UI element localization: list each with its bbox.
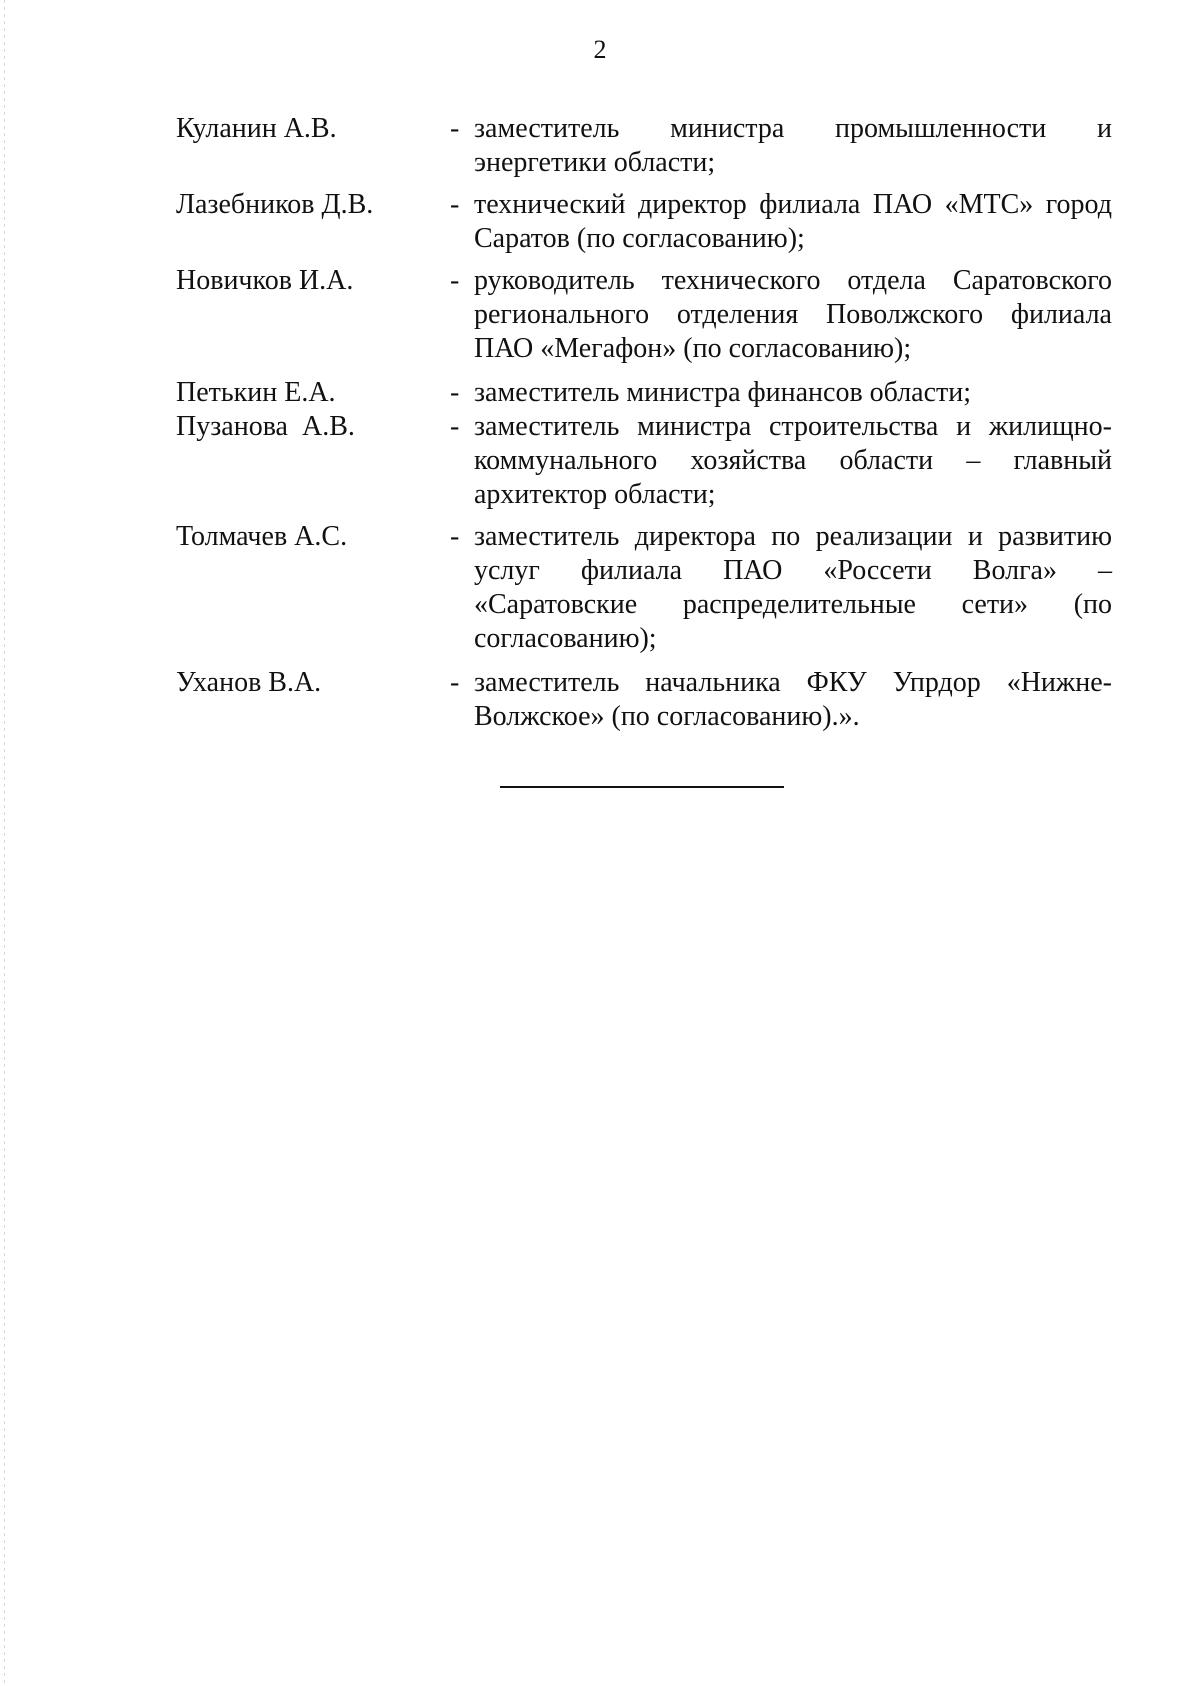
member-role: заместитель министра промышленности и энергетики области; <box>474 113 1112 178</box>
member-dash: - <box>450 113 460 144</box>
member-role: технический директор филиала ПАО «МТС» город Саратов (по согласованию); <box>474 189 1112 254</box>
member-dash: - <box>450 667 460 698</box>
member-dash: - <box>450 521 460 552</box>
member-entry <box>176 112 1112 180</box>
end-of-document-rule <box>500 786 784 788</box>
member-name: Уханов В.А. <box>176 667 322 698</box>
member-name: Петькин Е.А. <box>176 377 336 408</box>
member-name: Куланин А.В. <box>176 113 337 144</box>
member-entry <box>176 264 1112 366</box>
member-dash: - <box>450 189 460 220</box>
member-role: заместитель директора по реализации и развитию услуг филиала ПАО «Россети Волга» – «Саратовские распределительные сети» (по согласованию); <box>474 521 1112 654</box>
member-name: Лазебников Д.В. <box>176 189 374 220</box>
member-role: руководитель технического отдела Саратовского регионального отделения Поволжского филиала ПАО «Мегафон» (по согласованию); <box>474 265 1112 364</box>
member-name: Толмачев А.С. <box>176 521 348 552</box>
member-role: заместитель начальника ФКУ Упрдор «Нижне-Волжское» (по согласованию).». <box>474 667 1112 732</box>
page-number: 2 <box>593 35 607 64</box>
member-role: заместитель министра строительства и жилищно-коммунального хозяйства области – главный архитектор области; <box>474 411 1112 510</box>
member-dash: - <box>450 265 460 296</box>
member-dash: - <box>450 411 460 442</box>
member-entry <box>176 410 1112 512</box>
member-entry <box>176 666 1112 734</box>
scan-edge-decoration <box>4 0 5 1686</box>
member-role: заместитель министра финансов области; <box>474 377 972 408</box>
member-entry <box>176 376 1112 410</box>
member-name: Новичков И.А. <box>176 265 354 296</box>
member-name: Пузанова А.В. <box>176 411 355 442</box>
member-dash: - <box>450 377 460 408</box>
members-list <box>176 112 1112 734</box>
member-entry <box>176 188 1112 256</box>
member-entry <box>176 520 1112 656</box>
